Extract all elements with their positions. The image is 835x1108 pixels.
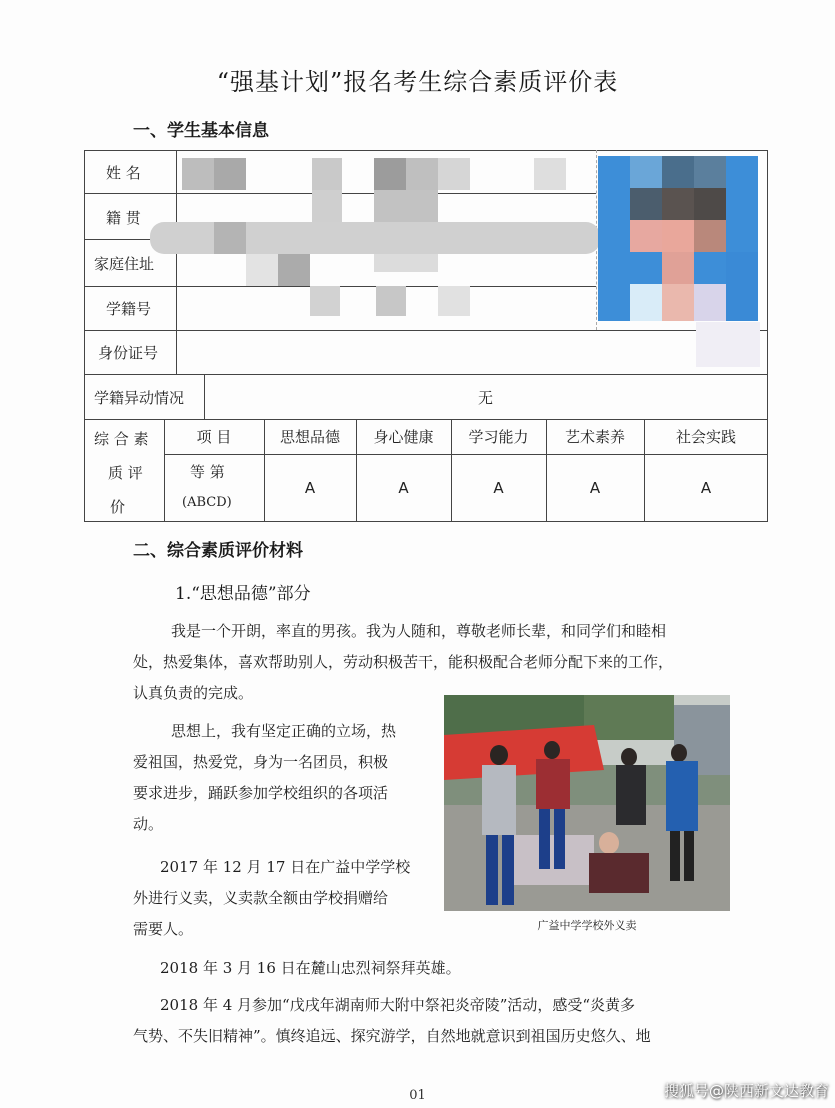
category-social: 社会实践	[675, 428, 736, 446]
name-label: 姓 名	[106, 164, 141, 182]
evaluation-label-line1: 综 合 素	[94, 430, 149, 448]
watermark-text: 搜狐号@陕西新文达教育	[663, 1082, 829, 1100]
status-change-value: 无	[478, 389, 494, 407]
paragraph-line-1: 我是一个开朗，率直的男孩。我为人随和，尊敬老师长辈，和同学们和睦相	[171, 622, 667, 640]
origin-label: 籍 贯	[106, 209, 141, 227]
page-number: 01	[409, 1088, 426, 1103]
evaluation-label-line3: 价	[110, 498, 126, 516]
grade-arts: A	[589, 479, 601, 497]
status-change-label: 学籍异动情况	[94, 389, 185, 407]
student-id-label: 学籍号	[106, 300, 152, 318]
id-card-label: 身份证号	[98, 344, 159, 362]
subsection-moral-heading: 1.“思想品德”部分	[175, 584, 311, 604]
document-title: “强基计划”报名考生综合素质评价表	[216, 68, 619, 96]
paragraph-line-4: 思想上，我有坚定正确的立场，热	[171, 722, 397, 740]
grade-health: A	[398, 479, 409, 497]
address-label: 家庭住址	[94, 255, 155, 273]
item-label: 项 目	[196, 428, 232, 446]
paragraph-line-8: 2017 年 12 月 17 日在广益中学学校	[160, 858, 411, 876]
photo-redaction-fringe	[696, 322, 760, 367]
section-basic-info-heading: 一、学生基本信息	[133, 121, 269, 141]
category-arts: 艺术素养	[564, 428, 625, 446]
paragraph-line-12: 2018 年 4 月参加“戊戌年湖南师大附中祭祀炎帝陵”活动，感受“炎黄多	[160, 996, 636, 1014]
paragraph-line-11: 2018 年 3 月 16 日在麓山忠烈祠祭拜英雄。	[160, 959, 461, 977]
category-health: 身心健康	[373, 428, 434, 446]
category-moral: 思想品德	[279, 428, 340, 446]
paragraph-line-13: 气势、不失旧精神”。慎终追远、探究游学，自然地就意识到祖国历史悠久、地	[133, 1027, 651, 1045]
paragraph-line-3: 认真负责的完成。	[133, 684, 254, 702]
grade-moral: A	[304, 479, 316, 497]
paragraph-line-6: 要求进步，踊跃参加学校组织的各项活	[133, 784, 389, 802]
charity-sale-photo	[444, 695, 730, 911]
paragraph-line-7: 动。	[133, 815, 164, 833]
grade-learning: A	[493, 479, 504, 497]
grade-label: 等 第	[190, 463, 225, 481]
paragraph-line-5: 爱祖国，热爱党，身为一名团员，积极	[133, 753, 389, 771]
category-learning: 学习能力	[468, 428, 529, 446]
photo-caption: 广益中学学校外义卖	[537, 919, 637, 932]
evaluation-label-line2: 质 评	[108, 464, 143, 482]
section-evaluation-materials-heading: 二、综合素质评价材料	[133, 541, 303, 561]
grade-social: A	[700, 479, 712, 497]
paragraph-line-10: 需要人。	[133, 920, 194, 938]
paragraph-line-2: 处，热爱集体，喜欢帮助别人，劳动积极苦干，能积极配合老师分配下来的工作，	[133, 653, 674, 671]
grade-hint: (ABCD)	[182, 495, 232, 510]
student-photo-redacted	[598, 156, 758, 321]
paragraph-line-9: 外进行义卖，义卖款全额由学校捐赠给	[133, 889, 389, 907]
